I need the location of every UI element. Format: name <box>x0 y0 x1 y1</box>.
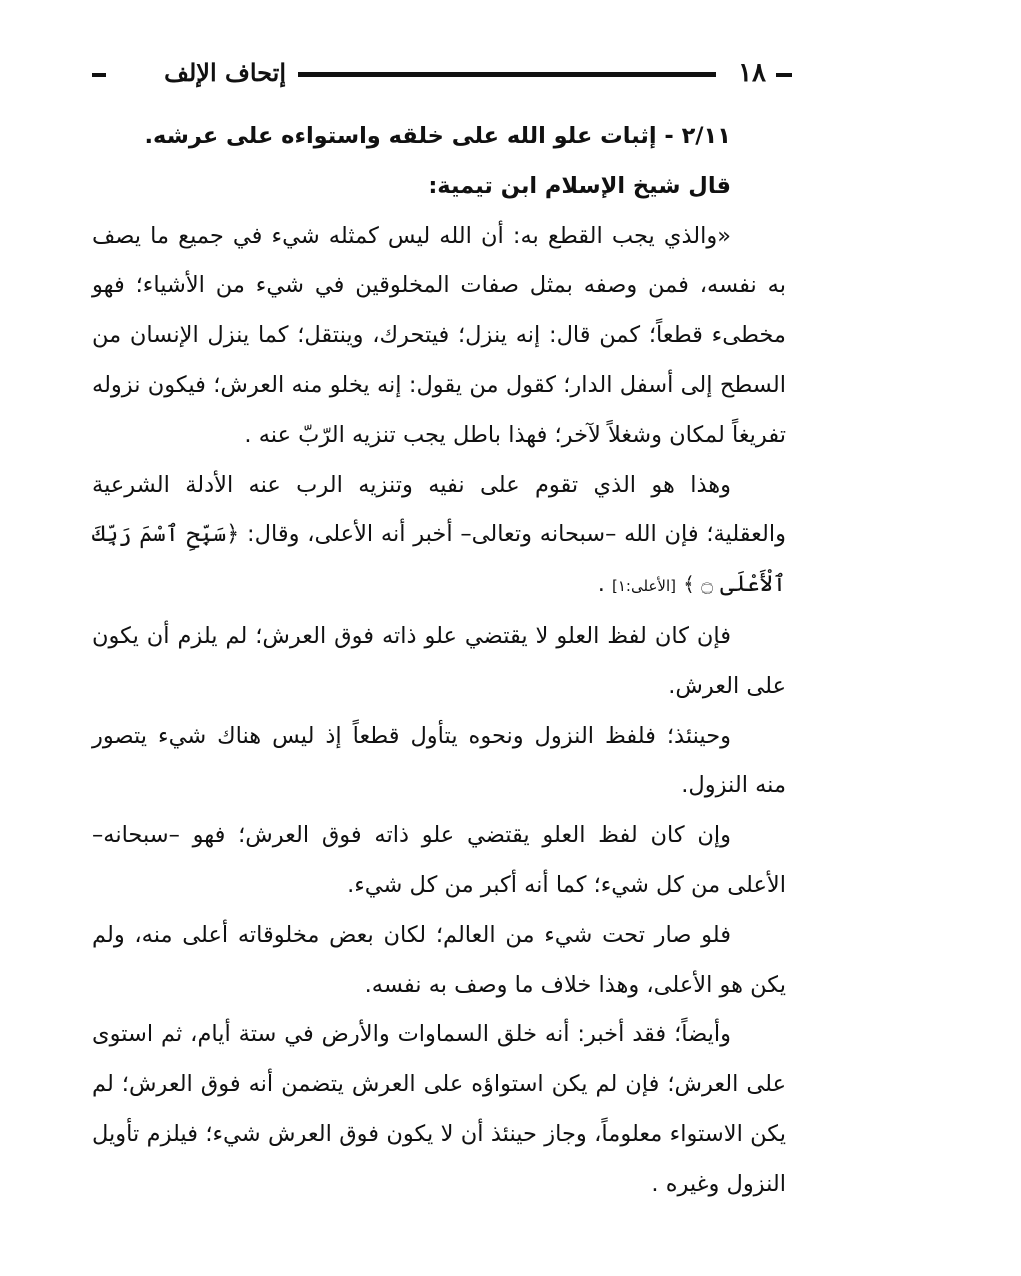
paragraph-2-text: وهذا هو الذي تقوم على نفيه وتنزيه الرب عنه الأدلة الشرعية والعقلية؛ فإن الله –سبحانه وتعالى– أخبر أنه الأعلى، وقال: ﴿ <box>92 471 786 548</box>
header-dash-right <box>776 73 792 77</box>
verse-reference: [الأعلى:١] <box>612 577 676 596</box>
page-number: ١٨ <box>738 58 766 88</box>
body-text <box>92 112 786 1210</box>
paragraph-7: وأيضاً؛ فقد أخبر: أنه خلق السماوات والأرض في ستة أيام، ثم استوى على العرش؛ فإن لم يكن استواؤه على العرش يتضمن أنه فوق العرش؛ لم يكن الاستواء معلوماً، وجاز حينئذ أن لا يكون فوق العرش شيء؛ فيلزم تأويل النزول وغيره . <box>92 1021 786 1197</box>
quote-attribution: قال شيخ الإسلام ابن تيمية: <box>428 172 731 199</box>
paragraph-6: فلو صار تحت شيء من العالم؛ لكان بعض مخلوقاته أعلى منه، ولم يكن هو الأعلى، وهذا خلاف ما وصف به نفسه. <box>92 921 786 998</box>
paragraph-5: وإن كان لفظ العلو يقتضي علو ذاته فوق العرش؛ فهو –سبحانه– الأعلى من كل شيء؛ كما أنه أكبر من كل شيء. <box>92 822 786 898</box>
header-rule <box>298 72 716 77</box>
running-header <box>92 54 792 94</box>
quran-verse: سَبِّحِ ٱسْمَ رَبِّكَ ٱلْأَعْلَى <box>92 521 786 598</box>
paragraph-3: فإن كان لفظ العلو لا يقتضي علو ذاته فوق العرش؛ لم يلزم أن يكون على العرش. <box>92 622 786 699</box>
paragraph-4: وحينئذ؛ فلفظ النزول ونحوه يتأول قطعاً إذ ليس هناك شيء يتصور منه النزول. <box>92 722 786 799</box>
verse-end-marker: ۝ ﴾ <box>683 572 713 597</box>
book-title: إتحاف الإلف <box>164 58 286 87</box>
paragraph-1: «والذي يجب القطع به: أن الله ليس كمثله شيء في جميع ما يصف به نفسه، فمن وصفه بمثل صفات المخلوقين في شيء من الأشياء؛ فهو مخطىء قطعاً؛ كمن قال: إنه ينزل؛ فيتحرك، وينتقل؛ كما ينزل الإنسان من السطح إلى أسفل الدار؛ كقول من يقول: إنه يخلو منه العرش؛ فيكون نزوله تفريغاً لمكان وشغلاً لآخر؛ فهذا باطل يجب تنزيه الرّبّ عنه . <box>92 222 786 448</box>
section-heading: ٢/١١ - إثبات علو الله على خلقه واستواءه على عرشه. <box>144 123 731 149</box>
header-dash-left <box>92 73 106 77</box>
paragraph-2 <box>92 461 786 612</box>
paragraph-2-end: . <box>597 571 605 598</box>
